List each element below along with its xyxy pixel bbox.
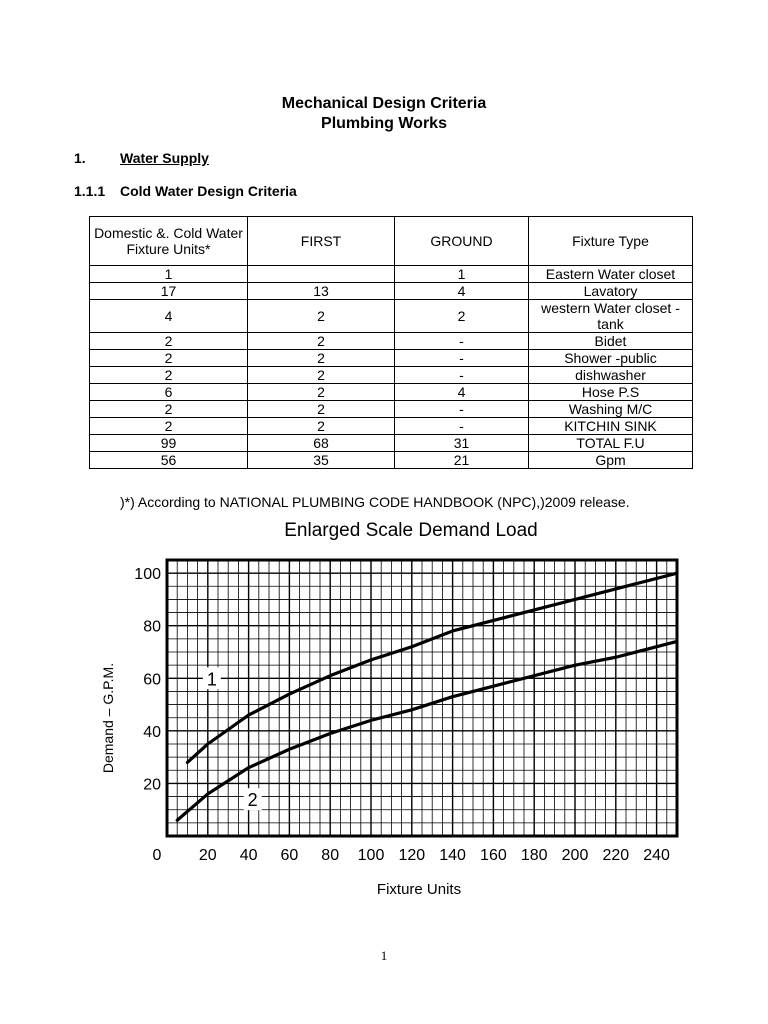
x-tick-label: 220 (602, 847, 630, 864)
table-cell: 13 (248, 283, 395, 300)
y-tick-label: 20 (143, 776, 161, 794)
table-cell: 21 (395, 452, 529, 469)
column-header: GROUND (395, 217, 529, 266)
table-cell: 2 (395, 300, 529, 333)
table-cell: 4 (90, 300, 248, 333)
y-tick-label: 40 (143, 723, 161, 741)
table-cell: 68 (248, 435, 395, 452)
table-cell: 2 (248, 384, 395, 401)
reference-note: )*) According to NATIONAL PLUMBING CODE HANDBOOK (NPC),)2009 release. (120, 494, 630, 510)
x-tick-label: 60 (280, 847, 299, 864)
table-cell: Lavatory (529, 283, 693, 300)
x-tick-label: 180 (520, 847, 548, 864)
subsection-number: 1.1.1 (74, 183, 106, 199)
table-cell: 2 (248, 350, 395, 367)
x-tick-label: 80 (321, 847, 340, 864)
table-row (90, 384, 693, 401)
table-cell: KITCHIN SINK (529, 418, 693, 435)
table-row (90, 452, 693, 469)
table-row (90, 266, 693, 283)
table-cell: 2 (90, 350, 248, 367)
column-header: Fixture Type (529, 217, 693, 266)
section-number: 1. (74, 150, 86, 166)
document-subtitle: Plumbing Works (321, 115, 447, 132)
table-cell: 2 (248, 367, 395, 384)
table-cell: - (395, 350, 529, 367)
table-cell: 2 (248, 333, 395, 350)
chart-ticks (134, 566, 670, 864)
series-label-1: 1 (206, 669, 217, 690)
table-cell: 2 (248, 418, 395, 435)
y-tick-label: 100 (134, 566, 161, 584)
document-title: Mechanical Design Criteria (281, 95, 487, 112)
table-row (90, 367, 693, 384)
y-tick-label: 60 (143, 671, 161, 689)
table-cell: western Water closet -tank (529, 300, 693, 333)
table-cell: 2 (248, 300, 395, 333)
table-row (90, 418, 693, 435)
table-cell: 1 (90, 266, 248, 283)
fixture-units-table (89, 216, 693, 469)
table-row (90, 401, 693, 418)
table-cell: - (395, 333, 529, 350)
page-number: 1 (380, 948, 388, 963)
table-cell: 31 (395, 435, 529, 452)
x-tick-label: 100 (357, 847, 385, 864)
x-tick-label: 120 (398, 847, 426, 864)
table-header-row (90, 217, 693, 266)
table-row (90, 283, 693, 300)
demand-load-chart (95, 512, 695, 912)
x-tick-label: 0 (152, 847, 162, 864)
x-tick-label: 40 (239, 847, 258, 864)
table-cell: 56 (90, 452, 248, 469)
table-cell: 4 (395, 283, 529, 300)
table-cell: - (395, 401, 529, 418)
x-tick-label: 240 (643, 847, 670, 864)
x-axis-label: Fixture Units (376, 881, 462, 898)
table-cell: TOTAL F.U (529, 435, 693, 452)
column-header: FIRST (248, 217, 395, 266)
table-cell: 2 (90, 367, 248, 384)
y-axis-label: Demand – G.P.M. (100, 662, 116, 774)
section-title: Water Supply (120, 150, 209, 166)
column-header: Domestic &. Cold Water Fixture Units* (90, 217, 248, 266)
table-cell: 35 (248, 452, 395, 469)
table-row (90, 300, 693, 333)
table-cell: 2 (90, 333, 248, 350)
table-cell: 99 (90, 435, 248, 452)
table-cell: Eastern Water closet (529, 266, 693, 283)
table-cell: - (395, 418, 529, 435)
table-cell: 2 (90, 401, 248, 418)
table-cell: 17 (90, 283, 248, 300)
table-cell: dishwasher (529, 367, 693, 384)
table-cell: 2 (248, 401, 395, 418)
table-cell: Gpm (529, 452, 693, 469)
table-cell: 6 (90, 384, 248, 401)
table-cell: Shower -public (529, 350, 693, 367)
series-label-2: 2 (247, 790, 258, 811)
table-cell: Washing M/C (529, 401, 693, 418)
table-cell (248, 266, 395, 283)
chart-grid (167, 560, 677, 836)
chart-title: Enlarged Scale Demand Load (284, 520, 538, 541)
x-tick-label: 20 (198, 847, 217, 864)
table-row (90, 435, 693, 452)
y-tick-label: 80 (143, 618, 161, 636)
x-tick-label: 200 (561, 847, 589, 864)
subsection-title: Cold Water Design Criteria (120, 183, 297, 199)
table-cell: Hose P.S (529, 384, 693, 401)
table-cell: 2 (90, 418, 248, 435)
table-cell: Bidet (529, 333, 693, 350)
table-cell: 4 (395, 384, 529, 401)
table-row (90, 333, 693, 350)
table-cell: 1 (395, 266, 529, 283)
x-tick-label: 160 (480, 847, 507, 864)
x-tick-label: 140 (439, 847, 466, 864)
table-cell: - (395, 367, 529, 384)
table-row (90, 350, 693, 367)
